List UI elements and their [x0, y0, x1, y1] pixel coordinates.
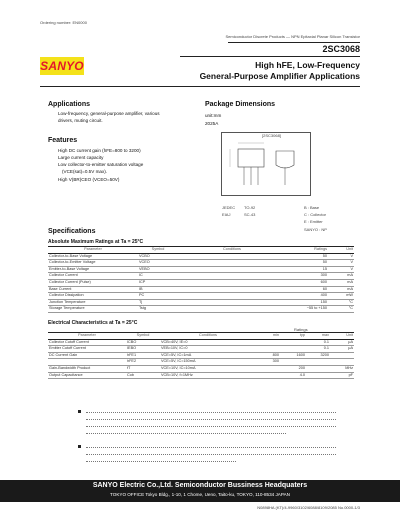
col-typ: typ — [280, 333, 306, 340]
electrical-header-row — [48, 333, 354, 340]
cell: Collector Dissipation — [48, 293, 138, 300]
table-row — [48, 253, 354, 260]
part-number: 2SC3068 — [322, 44, 360, 54]
cell — [178, 293, 286, 300]
title-line-2: General-Purpose Amplifier Applications — [199, 71, 360, 81]
cell: 600 — [286, 279, 328, 286]
cell: PC — [138, 293, 178, 300]
cell: Collector Cutoff Current — [48, 339, 126, 346]
table-row — [48, 293, 354, 300]
col-parameter: Parameter — [48, 333, 126, 340]
cell: mA — [328, 279, 354, 286]
cell: Tj — [138, 299, 178, 306]
cell — [280, 339, 306, 346]
cell: mA — [328, 286, 354, 293]
cell: VEBO — [138, 266, 178, 273]
col-symbol: Symbol — [138, 247, 178, 254]
abs-max-header-row — [48, 247, 354, 254]
title-rule — [180, 56, 360, 57]
col-max: max — [306, 333, 330, 340]
cell: fT — [126, 365, 160, 372]
cell: pF — [330, 372, 354, 379]
features-heading: Features — [48, 137, 78, 144]
col-parameter: Parameter — [48, 247, 138, 254]
package-outline-svg — [222, 133, 310, 195]
cell: Emitter-to-Base Voltage — [48, 266, 138, 273]
cell: 0.1 — [306, 346, 330, 353]
cell: Output Capacitance — [48, 372, 126, 379]
cell: VCB=40V, IE=0 — [160, 339, 256, 346]
pin-emitter: E : Emitter — [304, 219, 323, 224]
col-unit: Unit — [328, 247, 354, 254]
cell: Storage Temperature — [48, 306, 138, 313]
pin-base: B : Base — [304, 205, 320, 210]
cell: 200 — [280, 365, 306, 372]
sanyo-logo: SANYO — [40, 59, 84, 73]
cell: 0.1 — [306, 339, 330, 346]
package-drawing — [221, 132, 311, 196]
cell: Junction Temperature — [48, 299, 138, 306]
col-conditions: Conditions — [160, 333, 256, 340]
title-bottom-rule — [40, 86, 360, 87]
cell: V — [328, 266, 354, 273]
notice-line — [86, 454, 336, 455]
eiaj-label: EIAJ — [222, 212, 231, 217]
cell: VCBO — [138, 253, 178, 260]
cell: Base Current — [48, 286, 138, 293]
cell: 50 — [286, 260, 328, 267]
ordering-note: Ordering number: EN0000 — [40, 20, 87, 25]
footer-doc-code: N0898HA (KT)/4-9960/3102/6088/8109/2085 No.0000-1/3 — [257, 505, 360, 510]
cell — [306, 365, 330, 372]
table-row — [48, 339, 354, 346]
table-row — [48, 346, 354, 353]
cell — [178, 306, 286, 313]
cell: hFE2 — [126, 359, 160, 366]
col-conditions: Conditions — [178, 247, 286, 254]
header-rule — [228, 42, 360, 43]
cell: 800 — [256, 352, 280, 359]
specifications-heading: Specifications — [48, 228, 96, 235]
cell: Gain-Bandwidth Product — [48, 365, 126, 372]
table-row — [48, 372, 354, 379]
footer-company: SANYO Electric Co.,Ltd. Semiconductor Bussiness Headquaters — [92, 482, 308, 489]
cell: VCEO — [138, 260, 178, 267]
cell: 15 — [286, 266, 328, 273]
notice-line — [86, 412, 336, 413]
cell — [330, 359, 354, 366]
cell: VCE=10V, IC=10mA — [160, 365, 256, 372]
table-row — [48, 365, 354, 372]
cell: DC Current Gain — [48, 352, 126, 359]
features-line-4: (VCE(sat)=0.5V max). — [62, 169, 108, 174]
notice-line — [86, 461, 236, 462]
cell — [256, 339, 280, 346]
cell: hFE1 — [126, 352, 160, 359]
package-code: 2025A — [205, 121, 219, 126]
cell: °C — [328, 299, 354, 306]
cell: μA — [330, 346, 354, 353]
cell: IB — [138, 286, 178, 293]
cell: ICBO — [126, 339, 160, 346]
cell: Collector Current — [48, 273, 138, 280]
cell: IC — [138, 273, 178, 280]
notice-line — [86, 447, 336, 448]
electrical-table — [48, 332, 354, 379]
table-row — [48, 359, 354, 366]
features-line-5: High V(BR)CEO (VCEO=50V) — [58, 177, 120, 182]
table-row — [48, 260, 354, 267]
pin-collector: C : Collector — [304, 212, 327, 217]
package-unit: unit:mm — [205, 113, 222, 118]
cell: μA — [330, 339, 354, 346]
package-drawing-label: [2SC3068] — [262, 133, 281, 138]
cell: V — [328, 260, 354, 267]
cell — [178, 279, 286, 286]
cell — [178, 260, 286, 267]
cell: 60 — [286, 286, 328, 293]
col-ratings: Ratings — [286, 247, 328, 254]
abs-max-heading: Absolute Maximum Ratings at Ta = 25°C — [48, 239, 144, 245]
table-row — [48, 266, 354, 273]
cell — [306, 359, 330, 366]
col-min: min — [256, 333, 280, 340]
cell — [256, 372, 280, 379]
cell — [280, 359, 306, 366]
notice-bullet — [78, 410, 81, 413]
cell — [178, 286, 286, 293]
cell: 3200 — [306, 352, 330, 359]
cell — [330, 352, 354, 359]
jedec-label: JEDEC — [222, 205, 236, 210]
cell: 4.0 — [280, 372, 306, 379]
cell — [178, 266, 286, 273]
cell — [178, 273, 286, 280]
cell: 1600 — [280, 352, 306, 359]
abs-max-table — [48, 246, 354, 313]
cell: Cob — [126, 372, 160, 379]
cell: 300 — [256, 359, 280, 366]
applications-line-2: drivers, muting circuit. — [58, 118, 103, 123]
features-line-3: Low collector-to-emitter saturation voltage — [58, 162, 144, 167]
features-line-2: Large current capacity — [58, 155, 104, 160]
cell: 150 — [286, 299, 328, 306]
cell — [256, 346, 280, 353]
cell: mA — [328, 273, 354, 280]
notice-line — [86, 426, 336, 427]
elec-ratings-label: Ratings — [294, 327, 308, 332]
catalog-note: Semiconductor Discrete Products — NPN Epitaxial Planar Silicon Transistor — [225, 34, 360, 39]
table-row — [48, 286, 354, 293]
cell: Collector Current (Pulse) — [48, 279, 138, 286]
col-unit: Unit — [330, 333, 354, 340]
cell — [48, 359, 126, 366]
jedec-value: TO-92 — [244, 205, 256, 210]
cell — [306, 372, 330, 379]
cell: mW — [328, 293, 354, 300]
cell: Tstg — [138, 306, 178, 313]
cell: Emitter Cutoff Current — [48, 346, 126, 353]
cell: Collector-to-Base Voltage — [48, 253, 138, 260]
col-symbol: Symbol — [126, 333, 160, 340]
cell — [280, 346, 306, 353]
cell: 400 — [286, 293, 328, 300]
cell: VCE=5V, IC=1mA — [160, 352, 256, 359]
cell: Collector-to-Emitter Voltage — [48, 260, 138, 267]
cell: VEB=10V, IC=0 — [160, 346, 256, 353]
title-line-1: High hFE, Low-Frequency — [255, 60, 360, 70]
cell: 50 — [286, 253, 328, 260]
table-row — [48, 299, 354, 306]
cell: VCE=5V, IC=150mA — [160, 359, 256, 366]
package-maker: SANYO : NP — [304, 227, 327, 232]
table-row — [48, 279, 354, 286]
cell: V — [328, 253, 354, 260]
applications-heading: Applications — [48, 101, 91, 108]
electrical-heading: Electrical Characteristics at Ta = 25°C — [48, 320, 138, 326]
cell: °C — [328, 306, 354, 313]
cell: 300 — [286, 273, 328, 280]
footer-address: TOKYO OFFICE Tokyo Bldg., 1-10, 1 Chome, Ueno, Taito-ku, TOKYO, 110-8534 JAPAN — [110, 492, 290, 497]
cell: IEBO — [126, 346, 160, 353]
table-row — [48, 306, 354, 313]
table-row — [48, 352, 354, 359]
cell: ICP — [138, 279, 178, 286]
eiaj-value: SC-43 — [244, 212, 256, 217]
table-row — [48, 273, 354, 280]
cell: VCB=10V, f=1MHz — [160, 372, 256, 379]
cell — [178, 253, 286, 260]
applications-line-1: Low-frequency, general-purpose amplifier, various — [58, 111, 160, 116]
cell — [256, 365, 280, 372]
notice-bullet — [78, 445, 81, 448]
package-heading: Package Dimensions — [205, 101, 276, 108]
cell — [178, 299, 286, 306]
notice-line — [86, 419, 336, 420]
cell: −55 to +150 — [286, 306, 328, 313]
features-line-1: High DC current gain (hFE=800 to 3200) — [58, 148, 141, 153]
notice-line — [86, 433, 286, 434]
cell: MHz — [330, 365, 354, 372]
